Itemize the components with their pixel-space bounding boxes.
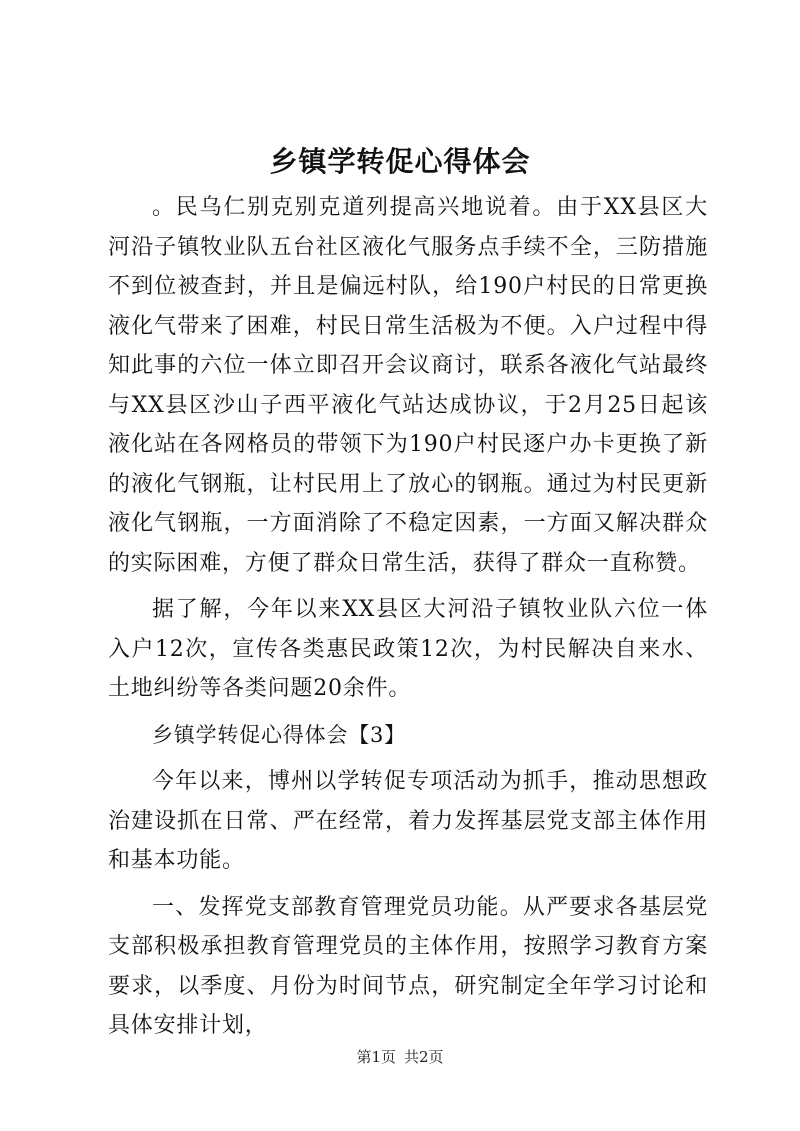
document-body: [108, 188, 708, 1046]
page-total: 共2页: [404, 1048, 444, 1066]
paragraph-liquefied-gas: 。民乌仁别克别克道列提高兴地说着。由于XX县区大河沿子镇牧业队五台社区液化气服务点手续不全，三防措施不到位被查封，并且是偏远村队，给190户村民的日常更换液化气带来了困难，村民日常生活极为不便。入户过程中得知此事的六位一体立即召开会议商讨，联系各液化气站最终与XX县区沙山子西平液化气站达成协议，于2月25日起该液化站在各网格员的带领下为190户村民逐户办卡更换了新的液化气钢瓶，让村民用上了放心的钢瓶。通过为村民更新液化气钢瓶，一方面消除了不稳定因素，一方面又解决群众的实际困难，方便了群众日常生活，获得了群众一直称赞。: [108, 195, 708, 576]
document-title: 乡镇学转促心得体会: [269, 145, 531, 178]
page-number: 第1页: [356, 1048, 396, 1066]
section-heading: 乡镇学转促心得体会【3】: [152, 722, 406, 747]
page-footer: [0, 1046, 800, 1067]
paragraph-intro: 今年以来，博州以学转促专项活动为抓手，推动思想政治建设抓在日常、严在经常，着力发挥基层党支部主体作用和基本功能。: [108, 769, 708, 873]
paragraph-point-one: 一、发挥党支部教育管理党员功能。从严要求各基层党支部积极承担教育管理党员的主体作用，按照学习教育方案要求，以季度、月份为时间节点，研究制定全年学习讨论和具体安排计划，: [108, 894, 708, 1038]
paragraph-summary: 据了解，今年以来XX县区大河沿子镇牧业队六位一体入户12次，宣传各类惠民政策12次，为村民解决自来水、土地纠纷等各类问题20余件。: [108, 597, 708, 701]
